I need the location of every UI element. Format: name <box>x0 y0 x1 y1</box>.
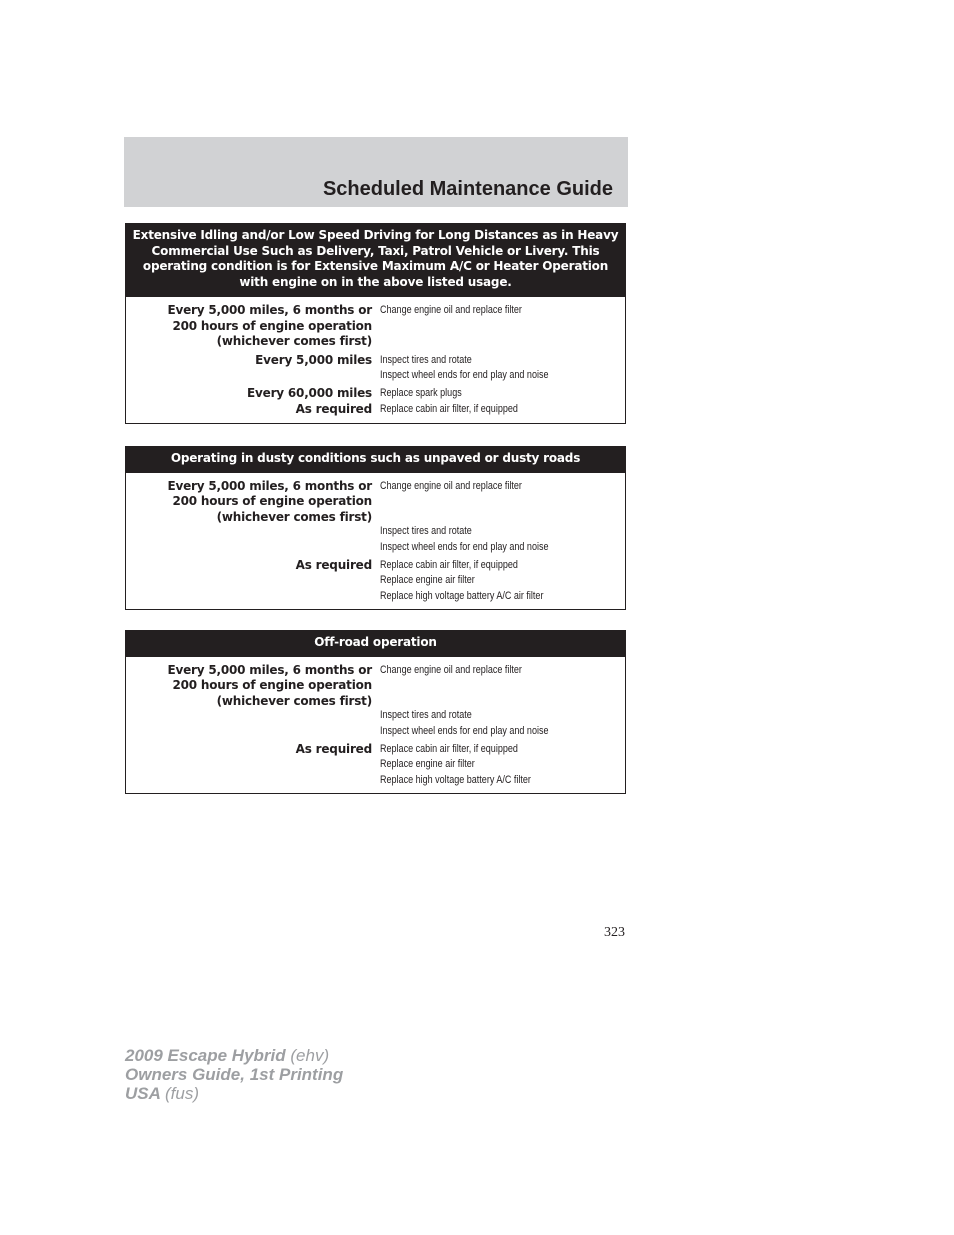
interval-label: Every 5,000 miles <box>255 352 372 367</box>
interval-label: Every 60,000 miles <box>247 386 372 401</box>
interval-label: As required <box>295 557 372 572</box>
interval-label: As required <box>295 401 372 416</box>
table-row <box>126 558 625 604</box>
heading-line: operating condition is for Extensive Maximum A/C or Heater Operation <box>142 259 609 273</box>
heading-line: Off-road operation <box>314 635 437 649</box>
table-row <box>126 663 625 739</box>
footer-model: 2009 Escape Hybrid <box>125 1046 286 1065</box>
maintenance-table-dusty <box>125 446 626 610</box>
interval-label: As required <box>295 741 372 756</box>
heading-line: Operating in dusty conditions such as unpaved or dusty roads <box>170 451 581 465</box>
footer-market-code: (fus) <box>165 1084 199 1103</box>
interval-label: Every 5,000 miles, 6 months or 200 hours of engine operation (whichever comes first) <box>167 662 372 708</box>
task-list: Replace cabin air filter, if equipped <box>380 402 518 415</box>
footer-printing: Owners Guide, 1st Printing <box>125 1065 344 1084</box>
header-band <box>124 137 628 207</box>
footer-market: USA <box>125 1084 161 1103</box>
task-list: Change engine oil and replace filter Inspect tires and rotate Inspect wheel ends for end play and noise <box>380 663 549 737</box>
page-title: Scheduled Maintenance Guide <box>322 178 613 200</box>
heading-line: with engine on in the above listed usage. <box>239 274 512 289</box>
table-heading <box>126 631 625 657</box>
table-row <box>126 402 625 418</box>
task-list: Change engine oil and replace filter Inspect tires and rotate Inspect wheel ends for end play and noise <box>380 479 549 553</box>
table-row <box>126 386 625 402</box>
task-list: Replace spark plugs <box>380 387 462 400</box>
task-list: Inspect tires and rotate Inspect wheel ends for end play and noise <box>380 353 549 381</box>
table-row <box>126 353 625 384</box>
table-heading <box>126 224 625 297</box>
task-list: Replace cabin air filter, if equipped Replace engine air filter Replace high voltage battery A/C air filter <box>380 558 544 602</box>
footer-model-code: (ehv) <box>290 1046 330 1065</box>
heading-line: Commercial Use Such as Delivery, Taxi, Patrol Vehicle or Livery. This <box>151 243 600 258</box>
interval-label: Every 5,000 miles, 6 months or 200 hours of engine operation (whichever comes first) <box>167 303 372 348</box>
page-number: 323 <box>604 925 625 940</box>
table-row <box>126 742 625 788</box>
maintenance-table-offroad <box>125 630 626 794</box>
interval-label: Every 5,000 miles, 6 months or 200 hours of engine operation (whichever comes first) <box>167 478 372 524</box>
table-heading <box>126 447 625 473</box>
footer-edition <box>125 1046 343 1103</box>
heading-line: Extensive Idling and/or Low Speed Driving for Long Distances as in Heavy <box>132 228 619 242</box>
task-list: Replace cabin air filter, if equipped Replace engine air filter Replace high voltage battery A/C filter <box>380 742 531 786</box>
maintenance-table-idling <box>125 223 626 424</box>
table-row <box>126 303 625 350</box>
table-row <box>126 479 625 555</box>
task-list: Change engine oil and replace filter <box>380 304 522 316</box>
